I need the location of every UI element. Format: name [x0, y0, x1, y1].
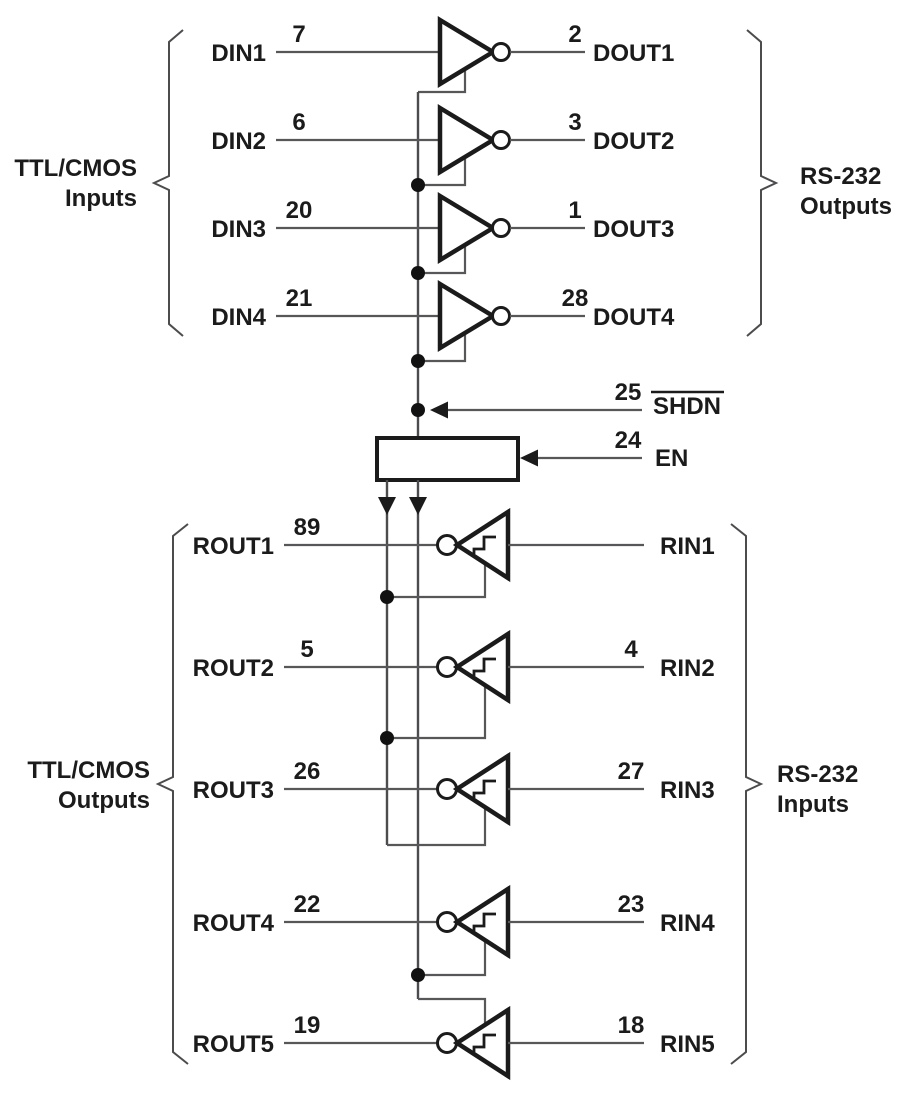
- driver-4-inverter-bubble: [493, 308, 510, 325]
- receiver-row-2: [193, 634, 715, 700]
- ttl-inputs-label-line1: TTL/CMOS: [14, 155, 137, 182]
- rout4-pin: 22: [293, 891, 321, 918]
- receiver-2-enable-tap: [387, 685, 485, 738]
- ttl-outputs-label-line1: TTL/CMOS: [27, 757, 150, 784]
- brace-ttl-inputs: [154, 30, 183, 336]
- dout2-pin: 3: [568, 109, 582, 136]
- driver-row-2: [211, 108, 674, 172]
- ttl-outputs-label-line2: Outputs: [58, 787, 150, 814]
- receiver-2-triangle: [457, 634, 508, 700]
- group-ttl-outputs: [27, 524, 188, 1064]
- rout5-label: ROUT5: [192, 1031, 274, 1058]
- ttl-inputs-label-line2: Inputs: [65, 185, 137, 212]
- rout5-pin: 19: [293, 1012, 321, 1039]
- din4-pin: 21: [285, 285, 313, 312]
- brace-rs232-inputs: [731, 524, 761, 1064]
- rs232-outputs-label-line1: RS-232: [800, 163, 882, 190]
- rin5-label: RIN5: [660, 1031, 715, 1058]
- receiver-row-5: [193, 1010, 715, 1076]
- receiver-5-triangle: [457, 1010, 508, 1076]
- dout4-pin: 28: [561, 285, 589, 312]
- rs232-outputs-label-line2: Outputs: [800, 193, 892, 220]
- rin3-label: RIN3: [660, 777, 715, 804]
- group-rs232-outputs: [747, 30, 892, 336]
- rout1-label: ROUT1: [192, 533, 274, 560]
- receiver-row-3: [193, 756, 715, 822]
- shdn-arrow-icon: [430, 402, 448, 419]
- rout2-pin: 5: [300, 636, 314, 663]
- receiver-3-enable-tap: [387, 807, 485, 845]
- din2-pin: 6: [292, 109, 306, 136]
- driver-row-3: [211, 196, 674, 260]
- rin1-label: RIN1: [660, 533, 715, 560]
- shdn-label: SHDN: [653, 393, 722, 420]
- junction-dot: [380, 731, 394, 745]
- dout3-pin: 1: [568, 197, 582, 224]
- driver-3-triangle: [440, 196, 493, 260]
- rin4-label: RIN4: [660, 910, 715, 937]
- junction-dot: [411, 403, 425, 417]
- junction-dot: [411, 354, 425, 368]
- group-rs232-inputs: [731, 524, 858, 1064]
- din3-pin: 20: [285, 197, 313, 224]
- driver-2-triangle: [440, 108, 493, 172]
- driver-row-1: [211, 20, 674, 84]
- receiver-4-triangle: [457, 889, 508, 955]
- rs232-inputs-label-line1: RS-232: [777, 761, 859, 788]
- driver-1-inverter-bubble: [493, 44, 510, 61]
- rin4-pin: 23: [617, 891, 645, 918]
- din1-pin: 7: [292, 21, 306, 48]
- receiver-3-triangle: [457, 756, 508, 822]
- shdn-pin: 25: [614, 379, 642, 406]
- din1-label: DIN1: [211, 40, 266, 67]
- din3-label: DIN3: [211, 216, 266, 243]
- rout1-pin: 89: [293, 514, 321, 541]
- receiver-1-enable-tap: [387, 563, 485, 597]
- din4-label: DIN4: [211, 304, 266, 331]
- rin3-pin: 27: [617, 758, 645, 785]
- receiver-enable-bus: [378, 480, 485, 1025]
- junction-dot: [380, 590, 394, 604]
- enable-box: [377, 438, 518, 480]
- driver-1-triangle: [440, 20, 493, 84]
- brace-rs232-outputs: [747, 30, 776, 336]
- group-ttl-inputs: [14, 30, 183, 336]
- junction-dot: [411, 266, 425, 280]
- dout4-label: DOUT4: [593, 304, 675, 331]
- en-pin: 24: [614, 427, 642, 454]
- dout1-pin: 2: [568, 21, 582, 48]
- receiver-row-4: [193, 889, 716, 955]
- receiver-5-enable-tap: [418, 999, 485, 1025]
- down-arrow-left-icon: [378, 497, 396, 515]
- en-arrow-icon: [520, 450, 538, 467]
- dout1-label: DOUT1: [593, 40, 675, 67]
- junction-dot: [411, 968, 425, 982]
- rs232-inputs-label-line2: Inputs: [777, 791, 849, 818]
- rout2-label: ROUT2: [192, 655, 274, 682]
- rin2-label: RIN2: [660, 655, 715, 682]
- dout2-label: DOUT2: [593, 128, 675, 155]
- en-label: EN: [655, 445, 689, 472]
- brace-ttl-outputs: [158, 524, 188, 1064]
- driver-4-triangle: [440, 284, 493, 348]
- din2-label: DIN2: [211, 128, 266, 155]
- rin5-pin: 18: [617, 1012, 645, 1039]
- dout3-label: DOUT3: [593, 216, 675, 243]
- down-arrow-right-icon: [409, 497, 427, 515]
- driver-3-inverter-bubble: [493, 220, 510, 237]
- driver-2-inverter-bubble: [493, 132, 510, 149]
- receiver-row-1: [193, 512, 715, 578]
- receiver-4-enable-tap: [418, 940, 485, 975]
- receiver-1-triangle: [457, 512, 508, 578]
- control-section: [377, 379, 724, 480]
- rout4-label: ROUT4: [192, 910, 274, 937]
- rin2-pin: 4: [624, 636, 638, 663]
- driver-row-4: [211, 284, 675, 348]
- junction-dot: [411, 178, 425, 192]
- rout3-pin: 26: [293, 758, 321, 785]
- rout3-label: ROUT3: [192, 777, 274, 804]
